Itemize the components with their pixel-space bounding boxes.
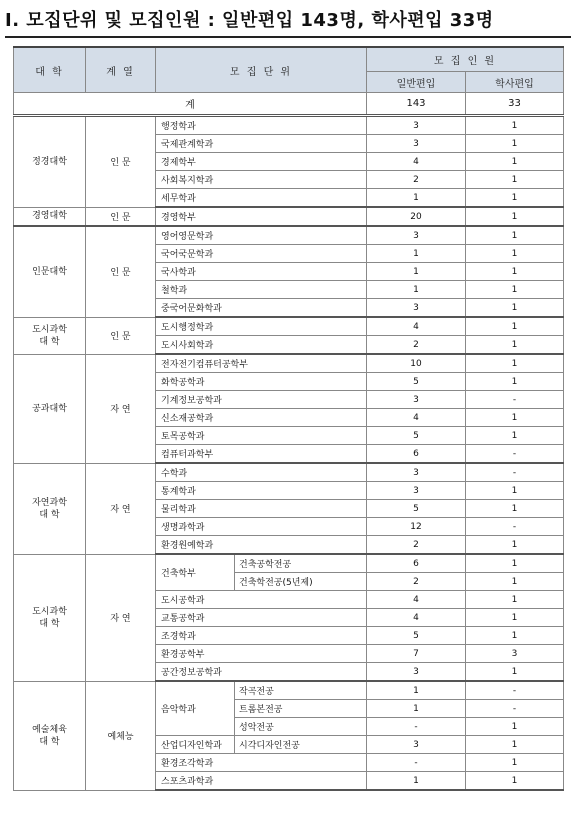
unit-cell: 컴퓨터과학부 bbox=[156, 445, 367, 464]
bachelor-count: 1 bbox=[466, 299, 564, 318]
header-unit: 모 집 단 위 bbox=[156, 47, 367, 93]
general-count: 3 bbox=[367, 391, 466, 409]
unit-cell: 조경학과 bbox=[156, 627, 367, 645]
unit-cell: 물리학과 bbox=[156, 500, 367, 518]
total-label: 계 bbox=[14, 93, 367, 116]
bachelor-count: - bbox=[466, 391, 564, 409]
general-count: 3 bbox=[367, 463, 466, 482]
bachelor-count: 1 bbox=[466, 226, 564, 245]
table-row bbox=[14, 354, 564, 373]
total-general: 143 bbox=[367, 93, 466, 116]
general-count: 5 bbox=[367, 427, 466, 445]
general-count: 3 bbox=[367, 116, 466, 135]
bachelor-count: - bbox=[466, 463, 564, 482]
page-title: Ⅰ. 모집단위 및 모집인원 : 일반편입 143명, 학사편입 33명 bbox=[5, 6, 571, 38]
bachelor-count: 3 bbox=[466, 645, 564, 663]
table-row bbox=[14, 317, 564, 336]
header-quota: 모 집 인 원 bbox=[367, 47, 564, 72]
bachelor-count: - bbox=[466, 700, 564, 718]
bachelor-count: 1 bbox=[466, 153, 564, 171]
general-count: 1 bbox=[367, 263, 466, 281]
unit-cell: 전자전기컴퓨터공학부 bbox=[156, 354, 367, 373]
unit-cell: 중국어문화학과 bbox=[156, 299, 367, 318]
general-count: 5 bbox=[367, 373, 466, 391]
general-count: 20 bbox=[367, 207, 466, 226]
unit-cell: 경제학부 bbox=[156, 153, 367, 171]
series-cell: 자 연 bbox=[86, 554, 156, 681]
bachelor-count: 1 bbox=[466, 482, 564, 500]
college-cell: 자연과학 대 학 bbox=[14, 463, 86, 554]
header-general: 일반편입 bbox=[367, 72, 466, 93]
college-cell: 경영대학 bbox=[14, 207, 86, 226]
table-row bbox=[14, 116, 564, 135]
bachelor-count: 1 bbox=[466, 500, 564, 518]
series-cell: 인 문 bbox=[86, 207, 156, 226]
bachelor-count: 1 bbox=[466, 336, 564, 355]
general-count: 4 bbox=[367, 153, 466, 171]
header-college: 대 학 bbox=[14, 47, 86, 93]
series-cell: 자 연 bbox=[86, 354, 156, 463]
bachelor-count: 1 bbox=[466, 189, 564, 208]
unit-cell: 스포츠과학과 bbox=[156, 772, 367, 791]
unit-cell: 국어국문학과 bbox=[156, 245, 367, 263]
table-row bbox=[14, 226, 564, 245]
series-cell: 인 문 bbox=[86, 116, 156, 208]
bachelor-count: 1 bbox=[466, 116, 564, 135]
general-count: 3 bbox=[367, 736, 466, 754]
series-cell: 인 문 bbox=[86, 226, 156, 317]
bachelor-count: 1 bbox=[466, 317, 564, 336]
unit-cell: 화학공학과 bbox=[156, 373, 367, 391]
general-count: 1 bbox=[367, 245, 466, 263]
unit-cell: 기계정보공학과 bbox=[156, 391, 367, 409]
unit-cell: 국제관계학과 bbox=[156, 135, 367, 153]
bachelor-count: 1 bbox=[466, 354, 564, 373]
general-count: 1 bbox=[367, 700, 466, 718]
unit-cell: 세무학과 bbox=[156, 189, 367, 208]
general-count: 1 bbox=[367, 281, 466, 299]
total-bachelor: 33 bbox=[466, 93, 564, 116]
unit-cell: 환경공학부 bbox=[156, 645, 367, 663]
general-count: 10 bbox=[367, 354, 466, 373]
unit-cell: 국사학과 bbox=[156, 263, 367, 281]
major-cell: 시각디자인전공 bbox=[235, 736, 367, 754]
bachelor-count: 1 bbox=[466, 772, 564, 791]
bachelor-count: 1 bbox=[466, 573, 564, 591]
major-cell: 작곡전공 bbox=[235, 681, 367, 700]
unit-cell: 도시공학과 bbox=[156, 591, 367, 609]
bachelor-count: 1 bbox=[466, 207, 564, 226]
header-bachelor: 학사편입 bbox=[466, 72, 564, 93]
major-cell: 트롬본전공 bbox=[235, 700, 367, 718]
bachelor-count: - bbox=[466, 518, 564, 536]
general-count: 4 bbox=[367, 409, 466, 427]
general-count: 12 bbox=[367, 518, 466, 536]
bachelor-count: 1 bbox=[466, 427, 564, 445]
table-row bbox=[14, 463, 564, 482]
bachelor-count: - bbox=[466, 681, 564, 700]
unit-cell: 생명과학과 bbox=[156, 518, 367, 536]
major-cell: 건축학전공(5년제) bbox=[235, 573, 367, 591]
unit-cell: 도시행정학과 bbox=[156, 317, 367, 336]
bachelor-count: 1 bbox=[466, 718, 564, 736]
general-count: 4 bbox=[367, 591, 466, 609]
bachelor-count: 1 bbox=[466, 663, 564, 682]
unit-cell: 사회복지학과 bbox=[156, 171, 367, 189]
general-count: 1 bbox=[367, 681, 466, 700]
general-count: - bbox=[367, 754, 466, 772]
series-cell: 자 연 bbox=[86, 463, 156, 554]
unit-cell: 교통공학과 bbox=[156, 609, 367, 627]
table-row bbox=[14, 554, 564, 573]
bachelor-count: 1 bbox=[466, 409, 564, 427]
recruitment-table bbox=[13, 46, 564, 791]
general-count: - bbox=[367, 718, 466, 736]
general-count: 2 bbox=[367, 536, 466, 555]
general-count: 3 bbox=[367, 135, 466, 153]
bachelor-count: 1 bbox=[466, 135, 564, 153]
bachelor-count: 1 bbox=[466, 554, 564, 573]
bachelor-count: 1 bbox=[466, 754, 564, 772]
bachelor-count: 1 bbox=[466, 281, 564, 299]
unit-cell: 경영학부 bbox=[156, 207, 367, 226]
unit-cell: 토목공학과 bbox=[156, 427, 367, 445]
major-cell: 건축공학전공 bbox=[235, 554, 367, 573]
general-count: 5 bbox=[367, 627, 466, 645]
general-count: 5 bbox=[367, 500, 466, 518]
header-series: 계 열 bbox=[86, 47, 156, 93]
bachelor-count: 1 bbox=[466, 536, 564, 555]
major-cell: 성악전공 bbox=[235, 718, 367, 736]
bachelor-count: 1 bbox=[466, 736, 564, 754]
general-count: 1 bbox=[367, 189, 466, 208]
unit-cell: 산업디자인학과 bbox=[156, 736, 235, 754]
general-count: 1 bbox=[367, 772, 466, 791]
unit-cell: 도시사회학과 bbox=[156, 336, 367, 355]
general-count: 3 bbox=[367, 482, 466, 500]
general-count: 3 bbox=[367, 663, 466, 682]
general-count: 3 bbox=[367, 299, 466, 318]
bachelor-count: 1 bbox=[466, 263, 564, 281]
bachelor-count: 1 bbox=[466, 171, 564, 189]
bachelor-count: 1 bbox=[466, 627, 564, 645]
bachelor-count: 1 bbox=[466, 373, 564, 391]
total-row bbox=[14, 93, 564, 116]
unit-cell: 철학과 bbox=[156, 281, 367, 299]
unit-cell: 환경원예학과 bbox=[156, 536, 367, 555]
general-count: 2 bbox=[367, 573, 466, 591]
unit-cell: 행정학과 bbox=[156, 116, 367, 135]
bachelor-count: 1 bbox=[466, 591, 564, 609]
unit-cell: 공간정보공학과 bbox=[156, 663, 367, 682]
college-cell: 예술체육 대 학 bbox=[14, 681, 86, 790]
unit-cell: 건축학부 bbox=[156, 554, 235, 591]
general-count: 4 bbox=[367, 609, 466, 627]
general-count: 3 bbox=[367, 226, 466, 245]
college-cell: 공과대학 bbox=[14, 354, 86, 463]
unit-cell: 신소재공학과 bbox=[156, 409, 367, 427]
unit-cell: 환경조각학과 bbox=[156, 754, 367, 772]
unit-cell: 통계학과 bbox=[156, 482, 367, 500]
table-row bbox=[14, 681, 564, 700]
unit-cell: 영어영문학과 bbox=[156, 226, 367, 245]
general-count: 2 bbox=[367, 336, 466, 355]
series-cell: 예체능 bbox=[86, 681, 156, 790]
general-count: 6 bbox=[367, 445, 466, 464]
table-row bbox=[14, 207, 564, 226]
general-count: 7 bbox=[367, 645, 466, 663]
series-cell: 인 문 bbox=[86, 317, 156, 354]
college-cell: 도시과학 대 학 bbox=[14, 317, 86, 354]
general-count: 2 bbox=[367, 171, 466, 189]
college-cell: 인문대학 bbox=[14, 226, 86, 317]
unit-cell: 수학과 bbox=[156, 463, 367, 482]
general-count: 4 bbox=[367, 317, 466, 336]
bachelor-count: 1 bbox=[466, 609, 564, 627]
bachelor-count: - bbox=[466, 445, 564, 464]
unit-cell: 음악학과 bbox=[156, 681, 235, 736]
college-cell: 도시과학 대 학 bbox=[14, 554, 86, 681]
bachelor-count: 1 bbox=[466, 245, 564, 263]
college-cell: 정경대학 bbox=[14, 116, 86, 208]
general-count: 6 bbox=[367, 554, 466, 573]
